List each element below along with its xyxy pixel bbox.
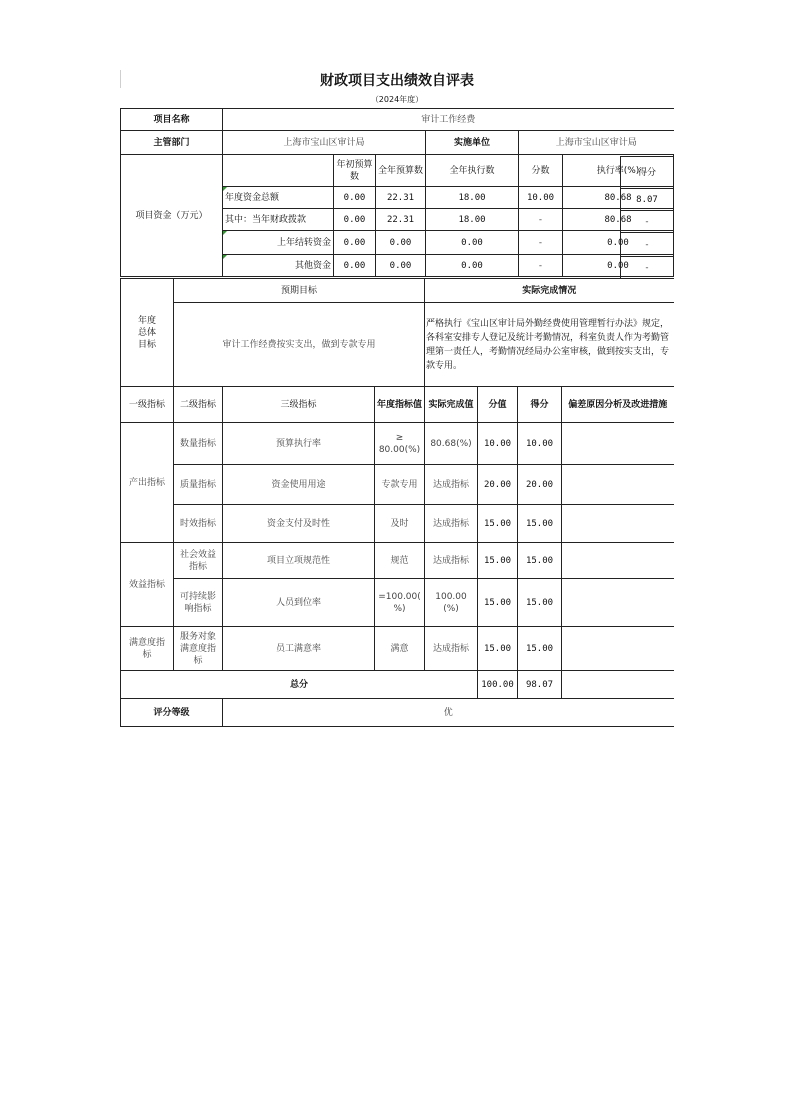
funds-row-rate: 80.68 xyxy=(563,209,674,231)
funds-row-initial: 0.00 xyxy=(334,255,376,277)
ind-l2: 数量指标 xyxy=(174,423,223,465)
project-name-label: 项目名称 xyxy=(121,109,223,131)
goals-expected-header: 预期目标 xyxy=(174,279,425,303)
ind-l3: 人员到位率 xyxy=(223,579,375,627)
row-indicator-headers xyxy=(121,387,674,423)
indicator-row xyxy=(121,505,674,543)
funds-row-executed: 18.00 xyxy=(426,187,519,209)
funds-row-rate: 0.00 xyxy=(563,231,674,255)
total-blank xyxy=(562,671,674,699)
ind-header-l3: 三级指标 xyxy=(223,387,375,423)
funds-row-score: - xyxy=(519,209,563,231)
goals-indicators-table xyxy=(120,278,674,727)
funds-row-initial: 0.00 xyxy=(334,187,376,209)
indicator-row xyxy=(121,579,674,627)
ind-reason xyxy=(562,543,674,579)
funds-row-annual: 22.31 xyxy=(376,187,426,209)
funds-row-executed: 0.00 xyxy=(426,255,519,277)
funds-header-score: 分数 xyxy=(519,155,563,187)
ind-actual: 达成指标 xyxy=(425,543,478,579)
ind-header-l2: 二级指标 xyxy=(174,387,223,423)
total-label: 总分 xyxy=(121,671,478,699)
dept-label: 主管部门 xyxy=(121,131,223,155)
ind-score: 15.00 xyxy=(518,579,562,627)
funds-row-name: 上年结转资金 xyxy=(223,231,334,255)
ind-l2: 可持续影 响指标 xyxy=(174,579,223,627)
page-title: 财政项目支出绩效自评表 xyxy=(320,73,474,89)
impl-label: 实施单位 xyxy=(426,131,519,155)
ind-header-l1: 一级指标 xyxy=(121,387,174,423)
row-goals-content xyxy=(121,303,674,387)
page-subtitle: （2024年度） xyxy=(370,95,424,104)
funds-row-name: 其他资金 xyxy=(223,255,334,277)
funds-row-initial: 0.00 xyxy=(334,231,376,255)
funds-label: 项目资金（万元） xyxy=(121,155,223,277)
funds-row-rate: 80.68 xyxy=(563,187,674,209)
ind-weight: 20.00 xyxy=(478,465,518,505)
funds-row-score: 10.00 xyxy=(519,187,563,209)
funds-row-annual: 0.00 xyxy=(376,231,426,255)
ind-reason xyxy=(562,627,674,671)
ind-score: 10.00 xyxy=(518,423,562,465)
funds-header-annual: 全年预算数 xyxy=(376,155,426,187)
funds-row-score: - xyxy=(519,255,563,277)
ind-l1: 效益指标 xyxy=(121,543,174,627)
ind-score: 20.00 xyxy=(518,465,562,505)
goals-label: 年度 总体 目标 xyxy=(121,279,174,387)
grade-value: 优 xyxy=(223,699,674,727)
goals-actual-header: 实际完成情况 xyxy=(425,279,674,303)
ind-score: 15.00 xyxy=(518,627,562,671)
dept-value: 上海市宝山区审计局 xyxy=(223,131,426,155)
row-funds-header xyxy=(121,155,674,187)
funds-row-executed: 18.00 xyxy=(426,209,519,231)
ind-l3: 项目立项规范性 xyxy=(223,543,375,579)
funds-row-got: - xyxy=(621,233,674,257)
funds-row-annual: 22.31 xyxy=(376,209,426,231)
funds-row-got: - xyxy=(621,211,674,233)
funds-header-got: 得分 xyxy=(621,157,674,189)
ind-l2: 社会效益 指标 xyxy=(174,543,223,579)
total-score: 98.07 xyxy=(518,671,562,699)
funds-row-score: - xyxy=(519,231,563,255)
ind-l2: 服务对象 满意度指 标 xyxy=(174,627,223,671)
ind-reason xyxy=(562,505,674,543)
ind-target: 规范 xyxy=(375,543,425,579)
ind-reason xyxy=(562,465,674,505)
goals-actual-text: 严格执行《宝山区审计局外勤经费使用管理暂行办法》规定，各科室安排专人登记及统计考勤情况，科室负责人作为考勤管理第一责任人，考勤情况经局办公室审核，做到按实支出，专款专用。 xyxy=(425,303,674,387)
ind-reason xyxy=(562,423,674,465)
ind-actual: 80.68(%) xyxy=(425,423,478,465)
ind-l3: 资金使用用途 xyxy=(223,465,375,505)
ind-weight: 15.00 xyxy=(478,627,518,671)
indicator-row xyxy=(121,465,674,505)
ind-l3: 资金支付及时性 xyxy=(223,505,375,543)
funds-row-got: 8.07 xyxy=(621,189,674,211)
ind-weight: 15.00 xyxy=(478,579,518,627)
row-goals-header xyxy=(121,279,674,303)
ind-actual: 达成指标 xyxy=(425,465,478,505)
grade-label: 评分等级 xyxy=(121,699,223,727)
ind-header-reason: 偏差原因分析及改进措施 xyxy=(562,387,674,423)
funds-row-executed: 0.00 xyxy=(426,231,519,255)
ind-target: 及时 xyxy=(375,505,425,543)
ind-header-target: 年度指标值 xyxy=(375,387,425,423)
ind-l1: 满意度指 标 xyxy=(121,627,174,671)
ind-l2: 质量指标 xyxy=(174,465,223,505)
indicator-row xyxy=(121,627,674,671)
impl-value: 上海市宝山区审计局 xyxy=(519,131,674,155)
project-name-value: 审计工作经费 xyxy=(223,109,674,131)
ind-reason xyxy=(562,579,674,627)
ind-score: 15.00 xyxy=(518,543,562,579)
funds-header-executed: 全年执行数 xyxy=(426,155,519,187)
ind-actual: 达成指标 xyxy=(425,505,478,543)
ind-weight: 10.00 xyxy=(478,423,518,465)
funds-header-initial: 年初预算数 xyxy=(334,155,376,187)
row-total xyxy=(121,671,674,699)
ind-actual: 达成指标 xyxy=(425,627,478,671)
funds-row-annual: 0.00 xyxy=(376,255,426,277)
ind-l1: 产出指标 xyxy=(121,423,174,543)
ind-target: ≥ 80.00(%) xyxy=(375,423,425,465)
ind-weight: 15.00 xyxy=(478,543,518,579)
ind-header-actual: 实际完成值 xyxy=(425,387,478,423)
indicator-row xyxy=(121,543,674,579)
funds-row-name: 年度资金总额 xyxy=(223,187,334,209)
funds-row-initial: 0.00 xyxy=(334,209,376,231)
evaluation-table xyxy=(120,108,674,277)
row-grade xyxy=(121,699,674,727)
goals-expected-text: 审计工作经费按实支出，做到专款专用 xyxy=(174,303,425,387)
row-department xyxy=(121,131,674,155)
ind-target: 专款专用 xyxy=(375,465,425,505)
ind-weight: 15.00 xyxy=(478,505,518,543)
ind-l3: 员工满意率 xyxy=(223,627,375,671)
funds-header-rate: 执行率(%) xyxy=(563,155,674,187)
ind-score: 15.00 xyxy=(518,505,562,543)
funds-got-column xyxy=(620,156,673,279)
funds-row-got: - xyxy=(621,257,674,279)
funds-row-name: 其中：当年财政拨款 xyxy=(223,209,334,231)
ind-header-score: 得分 xyxy=(518,387,562,423)
ind-actual: 100.00 (%) xyxy=(425,579,478,627)
ind-target: =100.00( %) xyxy=(375,579,425,627)
indicator-row xyxy=(121,423,674,465)
ind-l2: 时效指标 xyxy=(174,505,223,543)
row-project-name xyxy=(121,109,674,131)
total-weight: 100.00 xyxy=(478,671,518,699)
ind-header-weight: 分值 xyxy=(478,387,518,423)
funds-row-rate: 0.00 xyxy=(563,255,674,277)
ind-l3: 预算执行率 xyxy=(223,423,375,465)
ind-target: 满意 xyxy=(375,627,425,671)
